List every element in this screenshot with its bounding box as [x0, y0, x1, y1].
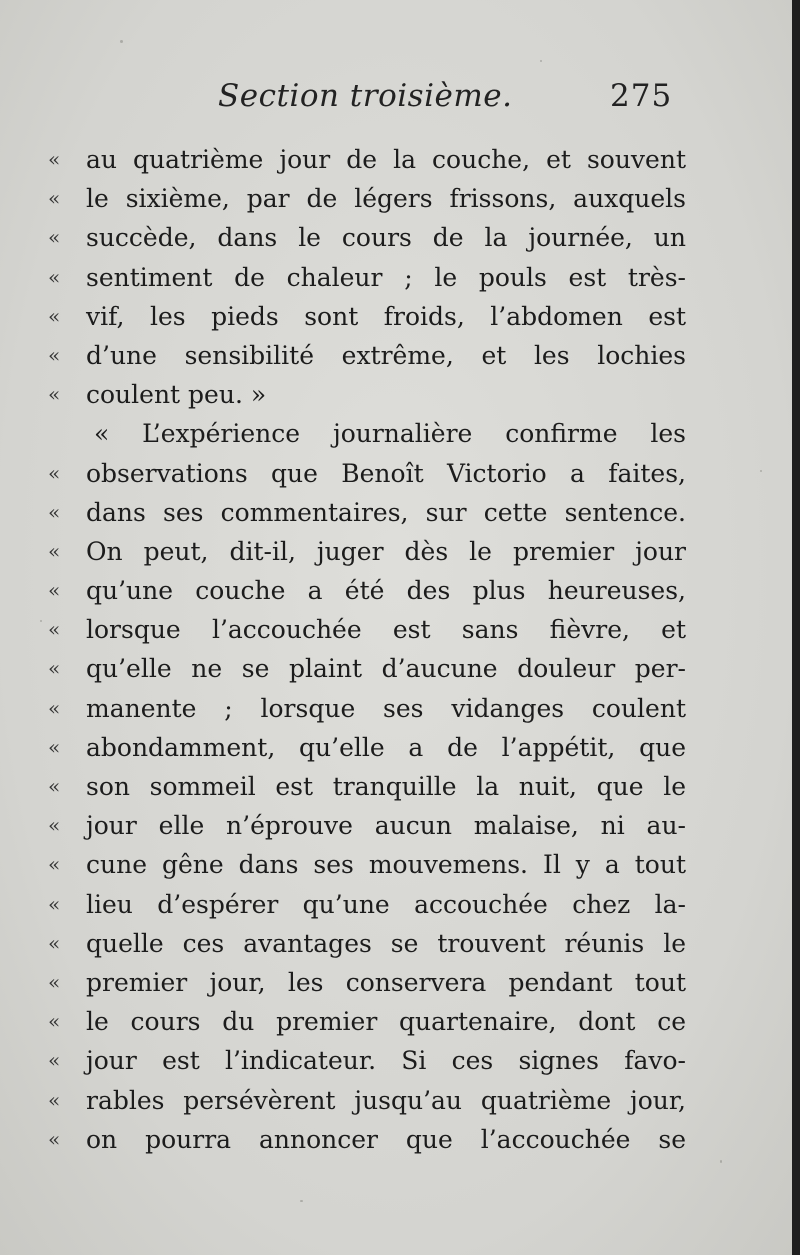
text-line	[48, 610, 698, 649]
line-quote-mark: «	[48, 538, 61, 563]
text-line	[48, 845, 698, 884]
line-quote-mark: «	[48, 225, 61, 250]
line-text: qu’une couche a été des plus heureuses,	[86, 576, 686, 606]
line-text: qu’elle ne se plaint d’aucune douleur per-	[86, 654, 686, 684]
line-text: cune gêne dans ses mouvemens. Il y a tout	[86, 850, 686, 880]
line-quote-mark: «	[48, 1009, 61, 1034]
text-line	[48, 414, 698, 453]
page-number: 275	[610, 78, 673, 114]
page-header	[0, 70, 792, 130]
text-line	[48, 140, 698, 179]
page-edge	[792, 0, 800, 1255]
paper-speck	[300, 1200, 303, 1202]
line-quote-mark: «	[48, 930, 61, 955]
line-quote-mark: «	[48, 1126, 61, 1151]
line-text: observations que Benoît Victorio a faites,	[86, 458, 686, 488]
text-line	[48, 963, 698, 1002]
text-line	[48, 493, 698, 532]
line-text: d’une sensibilité extrême, et les lochies	[86, 340, 686, 370]
line-text: succède, dans le cours de la journée, un	[86, 223, 686, 253]
line-text: premier jour, les conservera pendant tout	[86, 967, 686, 997]
line-text: vif, les pieds sont froids, l’abdomen est	[86, 301, 686, 331]
line-text: « L’expérience journalière confirme les	[94, 419, 686, 449]
line-text: son sommeil est tranquille la nuit, que le	[86, 772, 686, 801]
line-quote-mark: «	[48, 617, 61, 642]
line-text: on pourra annoncer que l’accouchée se	[86, 1124, 686, 1154]
text-line	[48, 297, 698, 336]
line-text: abondamment, qu’elle a de l’appétit, que	[86, 732, 686, 762]
line-quote-mark: «	[48, 342, 61, 367]
line-quote-mark: «	[48, 813, 61, 838]
line-text: rables persévèrent jusqu’au quatrième jour,	[86, 1085, 686, 1115]
line-quote-mark: «	[48, 734, 61, 759]
line-quote-mark: «	[48, 774, 61, 798]
text-line	[48, 179, 698, 218]
text-line	[48, 924, 698, 963]
paper-speck	[720, 1160, 722, 1163]
line-quote-mark: «	[48, 147, 61, 171]
line-text: lorsque l’accouchée est sans fièvre, et	[86, 615, 686, 645]
line-quote-mark: «	[48, 1087, 61, 1112]
line-text: On peut, dit-il, juger dès le premier jour	[86, 536, 686, 566]
line-text: sentiment de chaleur ; le pouls est très-	[86, 262, 686, 292]
line-quote-mark: «	[48, 891, 61, 916]
text-line	[48, 532, 698, 571]
text-line	[48, 218, 698, 257]
text-line	[48, 767, 698, 806]
line-text: au quatrième jour de la couche, et souvent	[86, 145, 686, 174]
line-text: quelle ces avantages se trouvent réunis le	[86, 928, 686, 958]
line-quote-mark: «	[48, 264, 61, 289]
line-quote-mark: «	[48, 852, 61, 877]
text-line	[48, 1081, 698, 1120]
text-line	[48, 454, 698, 493]
text-line	[48, 689, 698, 728]
line-text: le cours du premier quartenaire, dont ce	[86, 1007, 686, 1037]
line-text: dans ses commentaires, sur cette sentence.	[86, 497, 686, 527]
line-quote-mark: «	[48, 460, 61, 485]
line-text: jour est l’indicateur. Si ces signes favo-	[86, 1046, 686, 1076]
line-text: manente ; lorsque ses vidanges coulent	[86, 693, 686, 723]
text-line	[48, 1041, 698, 1080]
line-text: coulent peu. »	[86, 380, 267, 410]
line-quote-mark: «	[48, 186, 61, 211]
text-line	[48, 1002, 698, 1041]
text-line	[48, 806, 698, 845]
text-line	[48, 649, 698, 688]
line-quote-mark: «	[48, 303, 61, 328]
line-quote-mark: «	[48, 1048, 61, 1073]
line-quote-mark: «	[48, 656, 61, 681]
text-line	[48, 885, 698, 924]
paper-speck	[40, 620, 42, 622]
line-quote-mark: «	[48, 969, 61, 994]
body-text	[48, 140, 698, 1159]
paper-speck	[540, 60, 542, 62]
line-text: le sixième, par de légers frissons, auxquels	[86, 184, 686, 214]
line-text: lieu d’espérer qu’une accouchée chez la-	[86, 889, 686, 919]
paper-speck	[120, 40, 123, 43]
line-quote-mark: «	[48, 695, 61, 720]
text-line	[48, 375, 698, 414]
text-line	[48, 571, 698, 610]
text-line	[48, 1120, 698, 1159]
text-line	[48, 728, 698, 767]
paper-speck	[760, 470, 762, 472]
line-quote-mark: «	[48, 499, 61, 524]
line-text: jour elle n’éprouve aucun malaise, ni au-	[86, 811, 686, 841]
running-head: Section troisième.	[218, 78, 513, 114]
line-quote-mark: «	[48, 578, 61, 603]
text-line	[48, 336, 698, 375]
text-line	[48, 258, 698, 297]
line-quote-mark: «	[48, 382, 61, 407]
